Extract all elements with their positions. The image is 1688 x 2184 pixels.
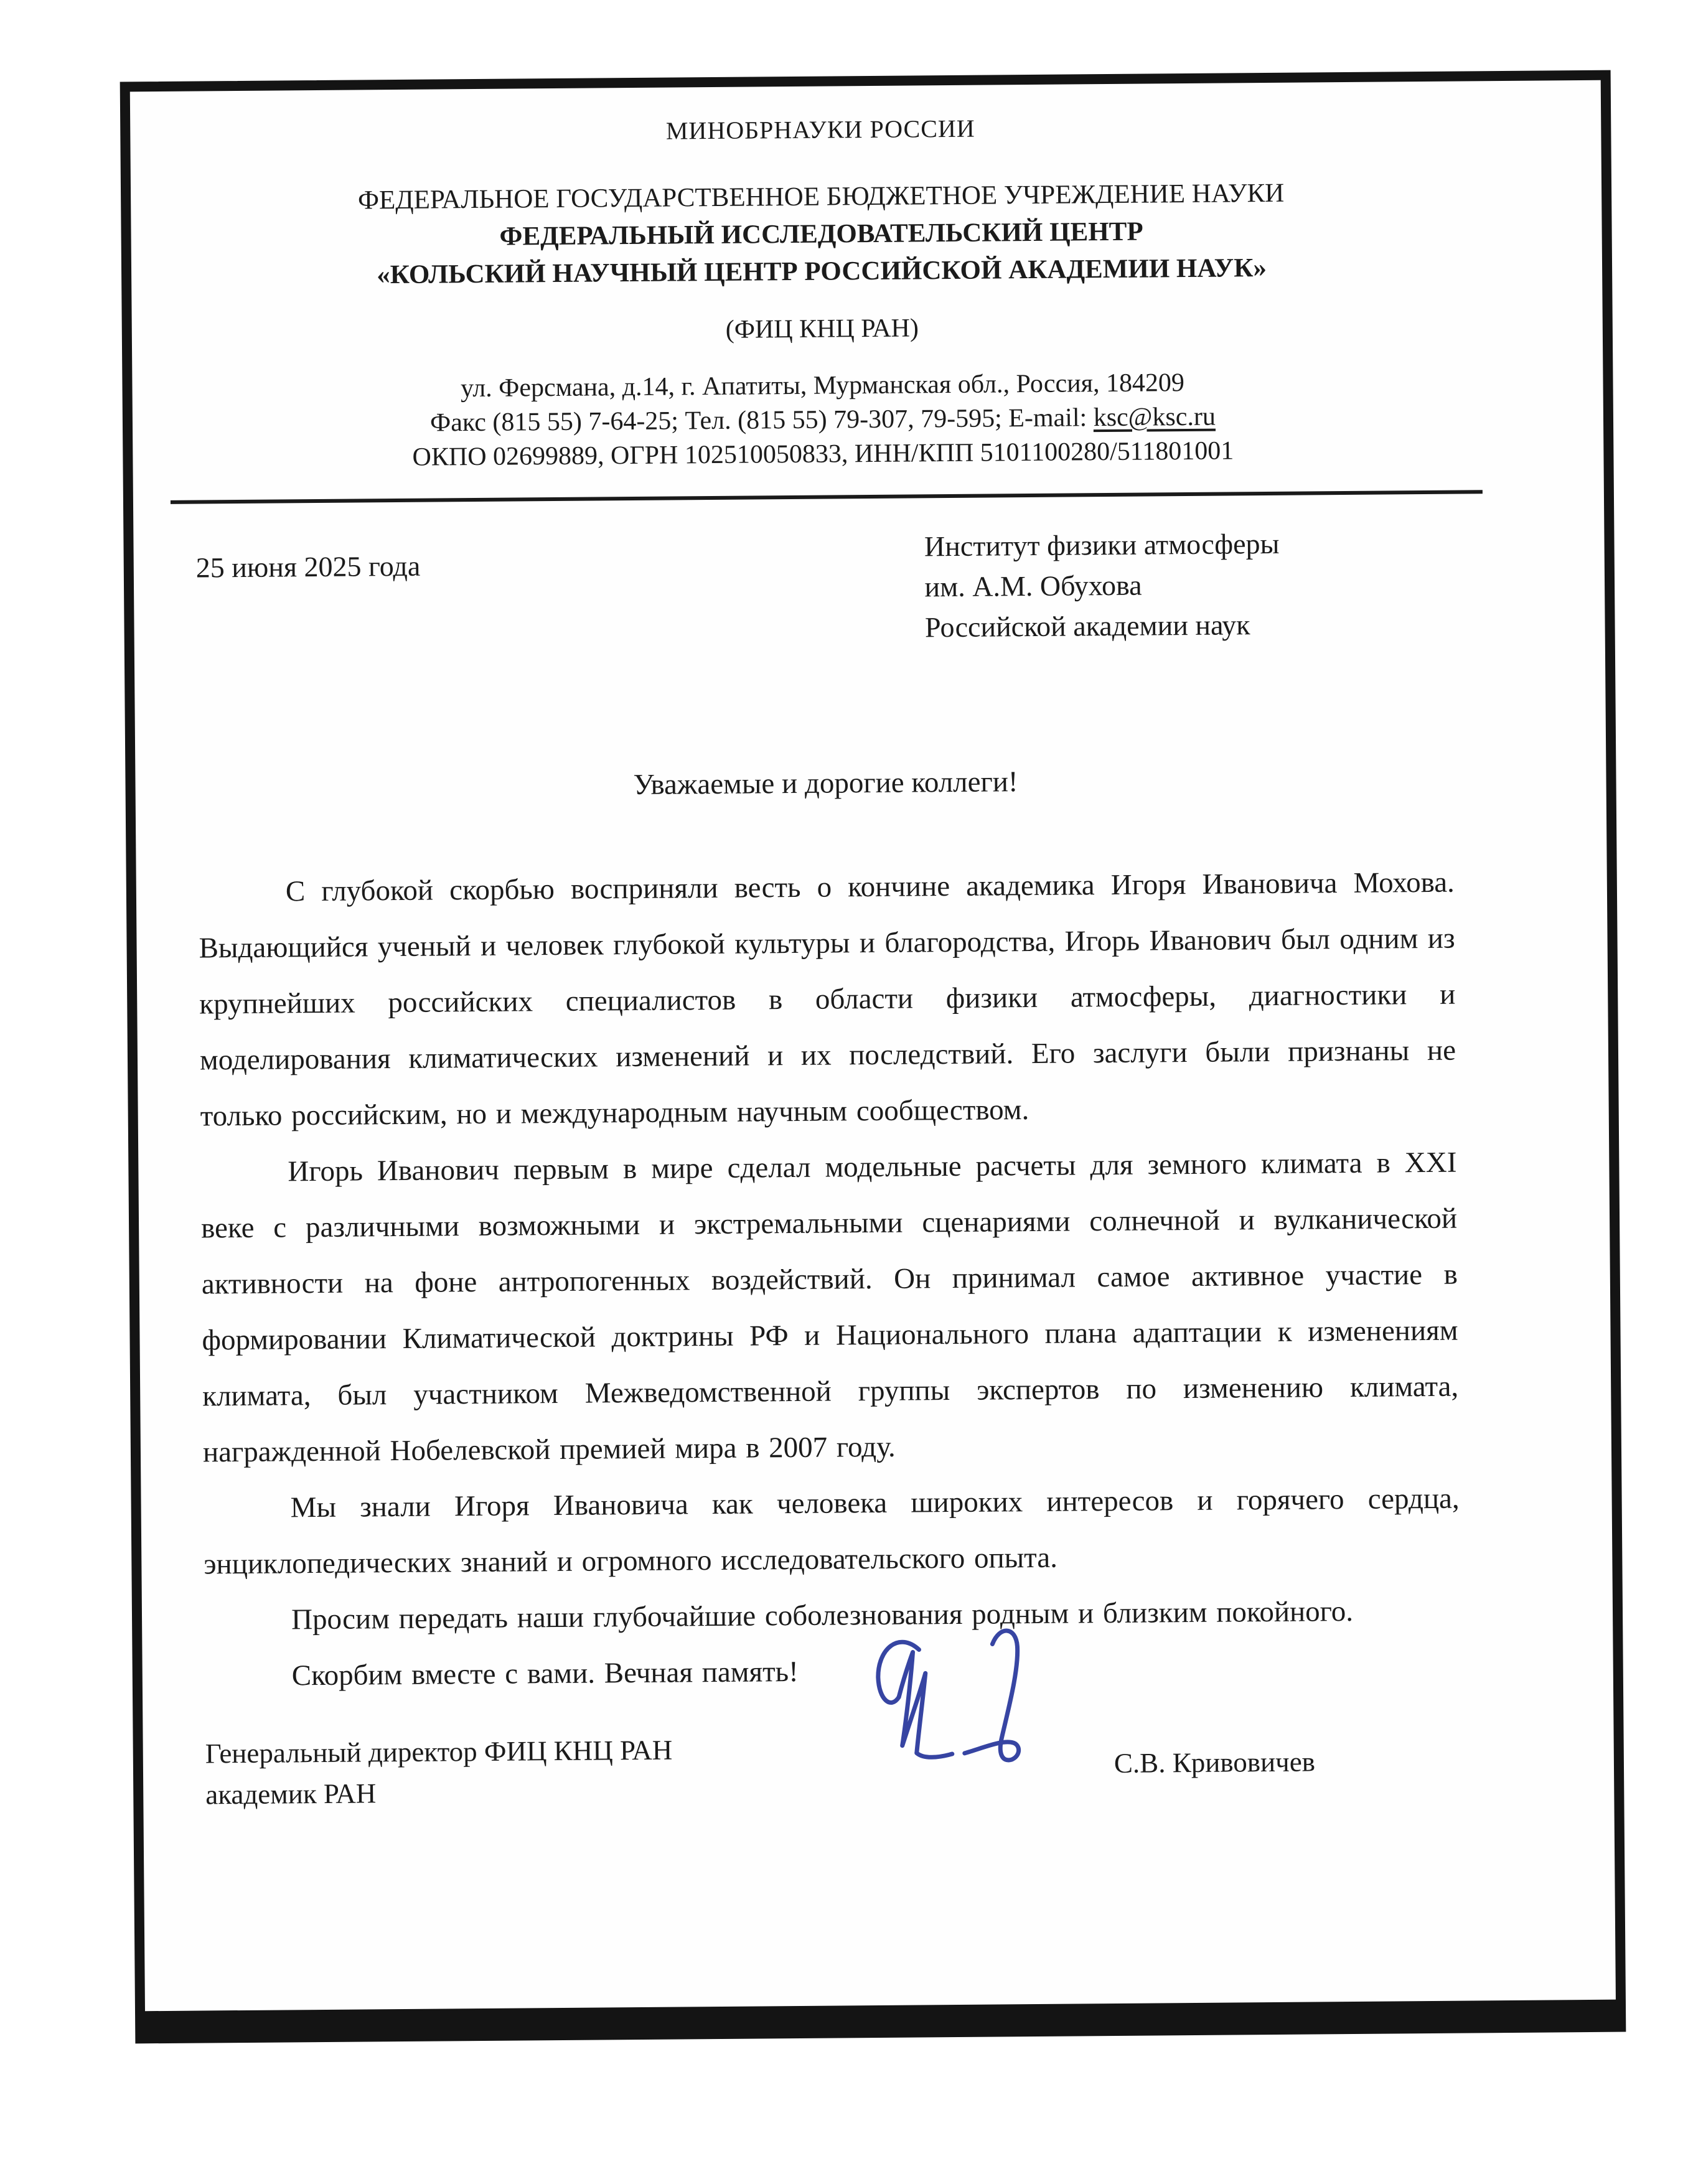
body-paragraph: Скорбим вместе с вами. Вечная память! [291,1655,799,1692]
handwritten-signature [864,1620,1064,1784]
body-paragraph: Мы знали Игоря Ивановича как человека широких интересов и горячего сердца, энциклопедических знаний и огромного исследовательского опыта. [204,1482,1460,1581]
contacts-text: Факс (815 55) 7-64-25; Тел. (815 55) 79-307, 79-595; E-mail: [429,403,1094,438]
scanned-letter [120,70,1626,2044]
org-abbreviation: (ФИЦ КНЦ РАН) [725,314,919,344]
body-paragraph: Игорь Иванович первым в мире сделал модельные расчеты для земного климата в XXI веке с различными возможными и экстремальными сценариями солнечной и вулканической активности на фоне антропогенных воздействий. Он принимал самое активное участие в формировании Климатической доктрины РФ и Национального плана адаптации к изменениям климата, был участником Межведомственной группы экспертов по изменению климата, награжденной Нобелевской премией мира в 2007 году. [200,1146,1459,1469]
email-link: ksc@ksc.ru [1093,402,1216,433]
org-registration-numbers: ОКПО 02699889, ОГРН 102510050833, ИНН/КПП 5101100280/511801001 [412,436,1234,472]
meta-row [195,522,1452,654]
recipient-block [924,522,1453,648]
letter-date: 25 июня 2025 года [195,550,421,584]
recipient-line: им. А.М. Обухова [924,569,1142,603]
org-address: ул. Ферсмана, д.14, г. Апатиты, Мурманская обл., Россия, 184209 [460,368,1185,403]
ministry-name: МИНОБРНАУКИ РОССИИ [665,114,975,145]
signer-position-line: Генеральный директор ФИЦ КНЦ РАН [205,1734,673,1769]
signer-position-line: академик РАН [205,1778,377,1811]
body-paragraph: Просим передать наши глубочайшие соболезнования родным и близким покойного. [291,1595,1354,1636]
org-name-line2: «КОЛЬСКИЙ НАУЧНЫЙ ЦЕНТР РОССИЙСКОЙ АКАДЕМИИ НАУК» [377,253,1267,290]
recipient-line: Институт физики атмосферы [924,527,1280,563]
signature-block [205,1707,1461,1835]
letter-content [130,109,1616,2040]
signer-name: С.В. Кривовичев [1114,1746,1316,1779]
body-paragraph: С глубокой скорбью восприняли весть о кончине академика Игоря Ивановича Мохова. Выдающийся ученый и человек глубокой культуры и благородства, Игорь Иванович был одним из крупнейших российских специалистов в области физики атмосферы, диагностики и моделирования климатических изменений и их последствий. Его заслуги были признаны не только российским, но и международным научным сообществом. [199,866,1456,1133]
signer-position [205,1730,672,1816]
org-name-line1: ФЕДЕРАЛЬНЫЙ ИССЛЕДОВАТЕЛЬСКИЙ ЦЕНТР [499,217,1143,251]
org-type-line: ФЕДЕРАЛЬНОЕ ГОСУДАРСТВЕННОЕ БЮДЖЕТНОЕ УЧРЕЖДЕНИЕ НАУКИ [357,178,1285,215]
recipient-line: Российской академии наук [924,609,1250,644]
salutation: Уважаемые и дорогие коллеги! [633,766,1018,802]
header-divider [171,490,1483,504]
letter-body [199,855,1461,1705]
